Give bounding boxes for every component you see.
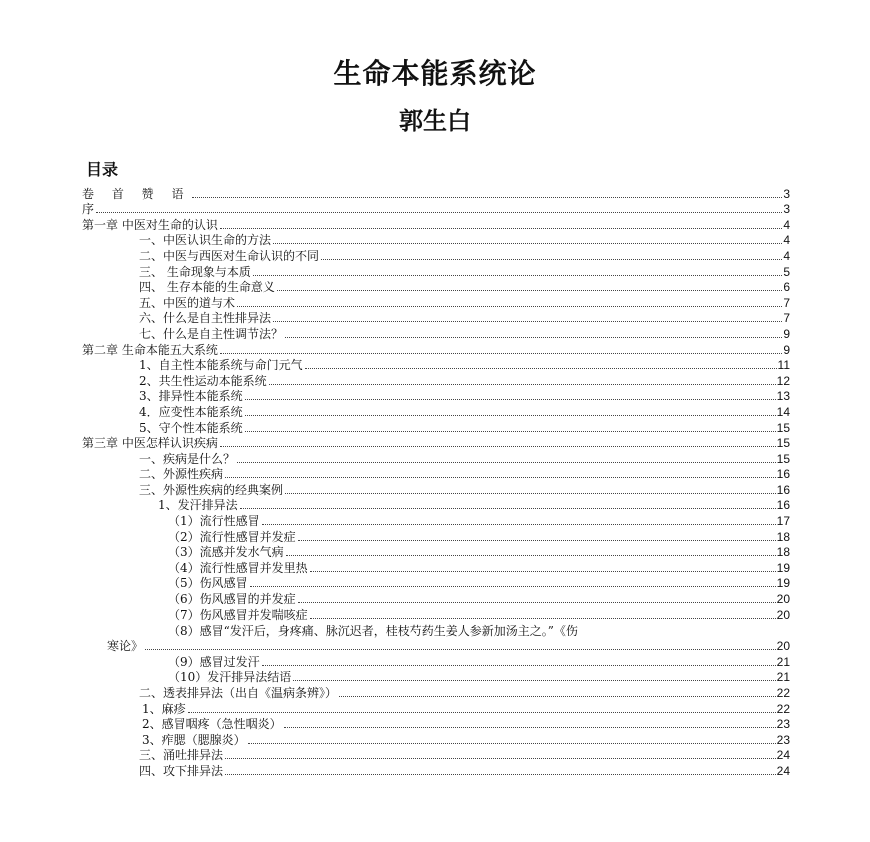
toc-entry[interactable]: 二、外源性疾病 16 (139, 467, 790, 482)
toc-entry[interactable]: 卷 首 赞 语 3 (82, 186, 790, 201)
toc-entry[interactable]: 二、透表排异法（出自《温病条辨》） 22 (139, 686, 790, 700)
toc-entry[interactable]: 第一章 中医对生命的认识 4 (82, 217, 790, 232)
toc-entry[interactable]: 二、中医与西医对生命认识的不同 4 (139, 248, 790, 263)
toc-entry[interactable]: 三、涌吐排异法 24 (139, 748, 790, 763)
toc-entry[interactable]: 寒论》 20 (107, 639, 790, 654)
toc-entry[interactable]: （5）伤风感冒 19 (168, 576, 790, 591)
toc-entry[interactable]: 五、中医的道与术 7 (139, 295, 790, 310)
toc-entry[interactable]: （8）感冒“发汗后，身疼痛、脉沉迟者，桂枝芍药生姜人参新加汤主之。”《伤 (80, 622, 790, 638)
toc-entry[interactable]: 4．应变性本能系统 14 (139, 404, 790, 419)
toc-entry[interactable]: 一、中医认识生命的方法 4 (139, 233, 790, 248)
toc-entry[interactable]: 3、痄腮（腮腺炎） 23 (142, 732, 790, 747)
toc-entry[interactable]: （10）发汗排异法结语 21 (168, 670, 790, 685)
toc-entry[interactable]: （1）流行性感冒 17 (168, 514, 790, 529)
toc-entry[interactable]: 四、 生存本能的生命意义 6 (139, 280, 790, 295)
toc-entry[interactable]: （7）伤风感冒并发喘咳症 20 (168, 607, 790, 622)
toc-entry[interactable]: 三、 生命现象与本质 5 (139, 264, 790, 279)
toc-entry[interactable]: 3、排异性本能系统 13 (139, 389, 790, 404)
toc-entry[interactable]: （3）流感并发水气病 18 (168, 545, 790, 560)
toc-entry[interactable]: 一、疾病是什么？ 15 (139, 451, 790, 466)
toc-entry[interactable]: 六、什么是自主性排异法 7 (139, 311, 790, 326)
toc-entry[interactable]: 四、攻下排异法 24 (139, 763, 790, 778)
toc-entry[interactable]: 1、发汗排异法 16 (158, 498, 790, 513)
toc-entry[interactable]: 七、什么是自主性调节法？ 9 (139, 326, 790, 341)
toc-entry[interactable]: （2）流行性感冒并发症 18 (168, 529, 790, 544)
toc-entry[interactable]: （6）伤风感冒的并发症 20 (168, 592, 790, 607)
document-author: 郭生白 (399, 106, 471, 135)
toc-entry[interactable]: 2、感冒咽疼（急性咽炎） 23 (142, 717, 790, 732)
table-of-contents (80, 185, 790, 778)
toc-entry[interactable]: 1、自主性本能系统与命门元气 11 (139, 358, 790, 373)
toc-entry[interactable]: 序 3 (82, 202, 790, 217)
toc-heading: 目录 (86, 160, 119, 179)
toc-entry[interactable]: （9）感冒过发汗 21 (168, 654, 790, 669)
toc-entry[interactable]: 5、守个性本能系统 15 (139, 420, 790, 435)
toc-entry[interactable]: 2、共生性运动本能系统 12 (139, 373, 790, 388)
toc-entry[interactable]: 第二章 生命本能五大系统 9 (82, 342, 790, 357)
toc-entry[interactable]: 第三章 中医怎样认识疾病 15 (82, 436, 790, 451)
toc-entry[interactable]: 1、麻疹 22 (142, 701, 790, 716)
document-title: 生命本能系统论 (333, 57, 537, 90)
toc-entry[interactable]: 三、外源性疾病的经典案例 16 (139, 482, 790, 497)
toc-entry[interactable]: （4）流行性感冒并发里热 19 (168, 560, 790, 575)
